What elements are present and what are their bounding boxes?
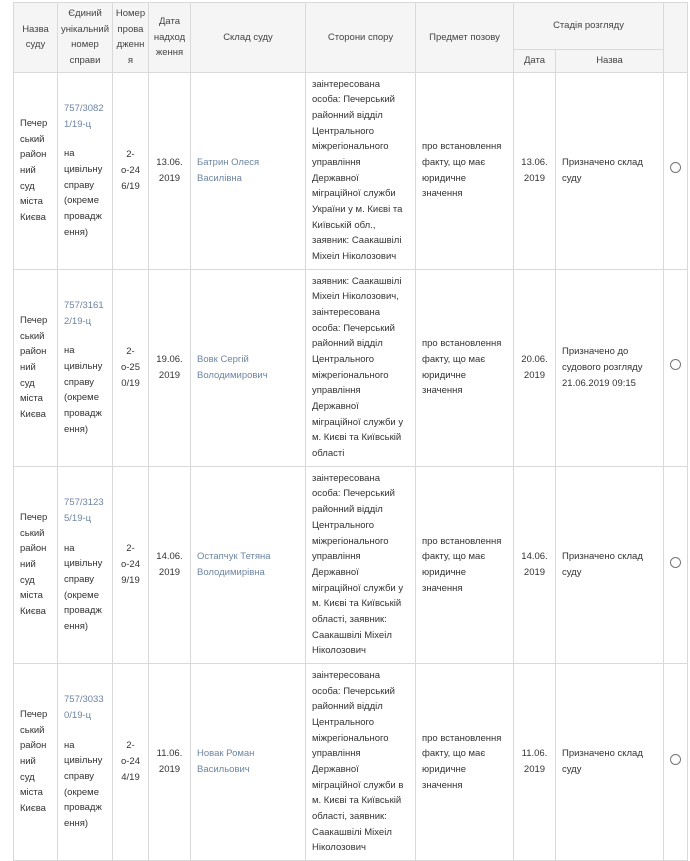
row-select-cell <box>664 269 688 466</box>
stage-date: 14.06.2019 <box>514 466 556 663</box>
stage-date: 13.06.2019 <box>514 72 556 269</box>
stage-name: Призначено до судового розгляду 21.06.2019 09:15 <box>556 269 664 466</box>
header-select <box>664 3 688 73</box>
case-type-label: на цивільну справу (окреме провадження) <box>64 542 103 632</box>
case-type-label: на цивільну справу (окреме провадження) <box>64 739 103 829</box>
header-court: Назва суду <box>14 3 58 73</box>
receipt-date: 11.06.2019 <box>149 663 191 860</box>
stage-date: 20.06.2019 <box>514 269 556 466</box>
header-parties: Сторони спору <box>306 3 416 73</box>
case-number-link[interactable]: 757/31612/19-ц <box>64 300 104 327</box>
case-number-cell <box>58 269 113 466</box>
claim-subject: про встановлення факту, що має юридичне значення <box>416 269 514 466</box>
stage-date: 11.06.2019 <box>514 663 556 860</box>
row-select-radio[interactable] <box>670 754 681 765</box>
table-header <box>14 3 688 73</box>
row-select-radio[interactable] <box>670 359 681 370</box>
court-name: Печерський районний суд міста Києва <box>14 72 58 269</box>
row-select-cell <box>664 663 688 860</box>
judge-link[interactable]: Остапчук Тетяна Володимирівна <box>197 551 271 578</box>
case-number-cell <box>58 663 113 860</box>
case-type-label: на цивільну справу (окреме провадження) <box>64 148 103 238</box>
parties-text: заінтересована особа: Печерський районний відділ Центрального міжрегіонального управління Державної міграційної служби в м. Києві та Київській області, заявник: Саакашвілі Міхеіл Ніколозович <box>306 663 416 860</box>
stage-name: Призначено склад суду <box>556 663 664 860</box>
judge-link[interactable]: Новак Роман Васильович <box>197 748 255 775</box>
parties-text: заінтересована особа: Печерський районний відділ Центрального міжрегіонального управління Державної міграційної служби України у м. Києві та Київській обл., заявник: Саакашвілі Міхеіл Ніколозович <box>306 72 416 269</box>
parties-text: заінтересована особа: Печерський районний відділ Центрального міжрегіонального управління Державної міграційної служби у м. Києві та Київській області, заявник: Саакашвілі Міхеіл Ніколозович <box>306 466 416 663</box>
header-stage-date: Дата <box>514 50 556 73</box>
judge-link[interactable]: Батрин Олеся Василівна <box>197 157 260 184</box>
stage-name: Призначено склад суду <box>556 72 664 269</box>
judge-cell <box>191 72 306 269</box>
header-stage: Стадія розгляду <box>514 3 664 50</box>
judge-cell <box>191 269 306 466</box>
receipt-date: 19.06.2019 <box>149 269 191 466</box>
claim-subject: про встановлення факту, що має юридичне значення <box>416 72 514 269</box>
row-select-radio[interactable] <box>670 162 681 173</box>
case-number-cell <box>58 72 113 269</box>
proceeding-number: 2-о-249/19 <box>113 466 149 663</box>
claim-subject: про встановлення факту, що має юридичне значення <box>416 466 514 663</box>
court-name: Печерський районний суд міста Києва <box>14 269 58 466</box>
row-select-cell <box>664 466 688 663</box>
table-row <box>14 466 688 663</box>
header-subject: Предмет позову <box>416 3 514 73</box>
case-number-link[interactable]: 757/30821/19-ц <box>64 103 104 130</box>
receipt-date: 13.06.2019 <box>149 72 191 269</box>
receipt-date: 14.06.2019 <box>149 466 191 663</box>
header-receipt-date: Дата надходження <box>149 3 191 73</box>
court-name: Печерський районний суд міста Києва <box>14 663 58 860</box>
header-case-number: Єдиний унікальний номер справи <box>58 3 113 73</box>
judge-cell <box>191 466 306 663</box>
header-stage-name: Назва <box>556 50 664 73</box>
case-type-label: на цивільну справу (окреме провадження) <box>64 345 103 435</box>
judge-cell <box>191 663 306 860</box>
stage-name: Призначено склад суду <box>556 466 664 663</box>
header-proceeding-number: Номер провадження <box>113 3 149 73</box>
case-number-link[interactable]: 757/30330/19-ц <box>64 694 104 721</box>
judge-link[interactable]: Вовк Сергій Володимирович <box>197 354 268 381</box>
proceeding-number: 2-о-250/19 <box>113 269 149 466</box>
header-judges: Склад суду <box>191 3 306 73</box>
case-number-link[interactable]: 757/31235/19-ц <box>64 497 104 524</box>
proceeding-number: 2-о-246/19 <box>113 72 149 269</box>
table-row <box>14 72 688 269</box>
parties-text: заявник: Саакашвілі Міхеіл Ніколозович, заінтересована особа: Печерський районний відділ Центрального міжрегіонального управління Державної міграційної служби у м. Києві та Київській області <box>306 269 416 466</box>
claim-subject: про встановлення факту, що має юридичне значення <box>416 663 514 860</box>
row-select-cell <box>664 72 688 269</box>
case-number-cell <box>58 466 113 663</box>
table-row <box>14 663 688 860</box>
table-row <box>14 269 688 466</box>
proceeding-number: 2-о-244/19 <box>113 663 149 860</box>
court-cases-table <box>13 2 688 861</box>
row-select-radio[interactable] <box>670 557 681 568</box>
court-name: Печерський районний суд міста Києва <box>14 466 58 663</box>
